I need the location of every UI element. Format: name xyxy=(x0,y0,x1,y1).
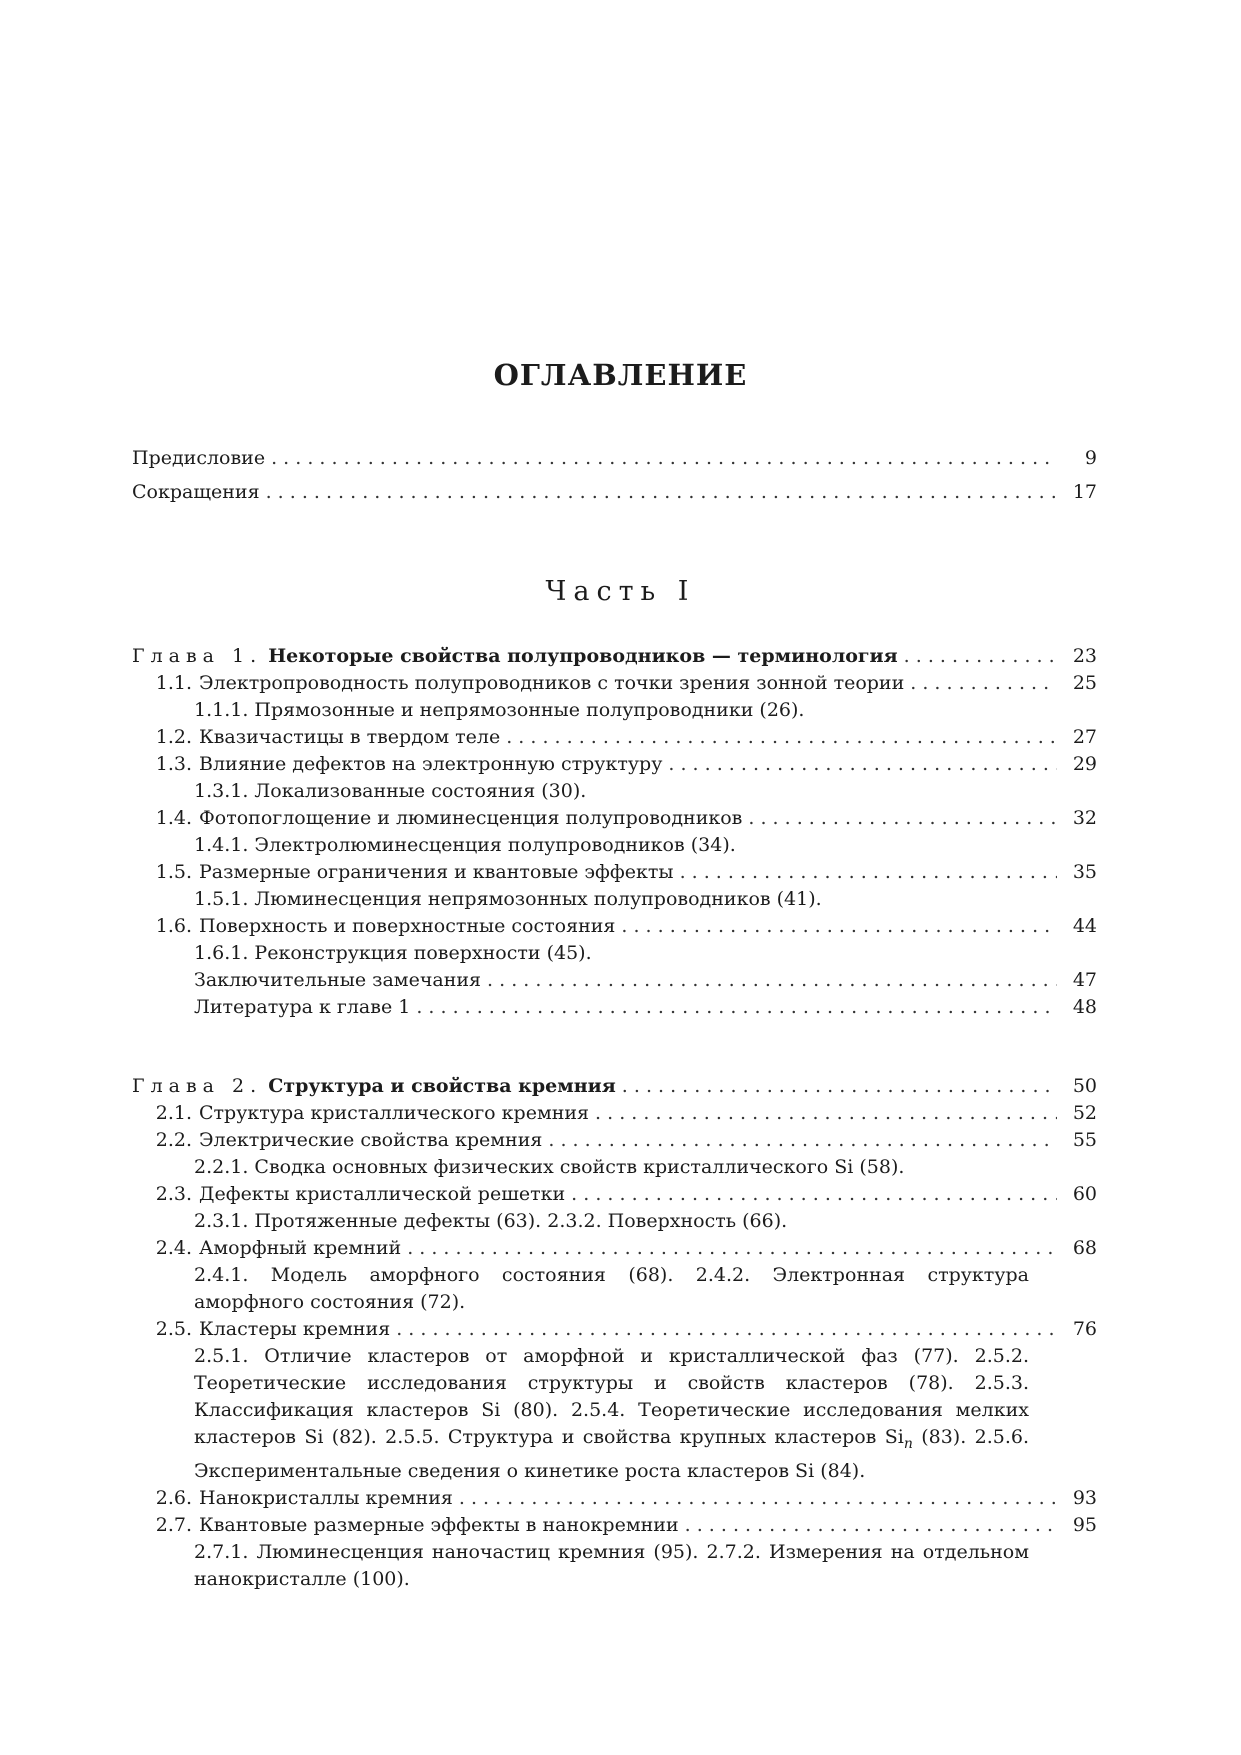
page-number: 50 xyxy=(1072,1075,1097,1097)
entry-label: Электропроводность полупроводников с точки зрения зонной теории xyxy=(199,672,905,694)
chapter-prefix: Глава 1. xyxy=(132,645,263,667)
toc-entry-2-3[interactable]: 2.3. Дефекты кристаллической решетки . . . 60 xyxy=(132,1181,1097,1208)
page-number: 32 xyxy=(1072,807,1097,829)
page-number: 9 xyxy=(1084,447,1097,469)
page-number: 60 xyxy=(1072,1183,1097,1205)
toc-entry-1-4[interactable]: 1.4. Фотопоглощение и люминесценция полупроводников . . . 32 xyxy=(132,805,1097,832)
toc-entry-abbreviations[interactable] xyxy=(132,479,1097,506)
page-number: 25 xyxy=(1072,672,1097,694)
subsection-list: 1.3.1. Локализованные состояния (30). xyxy=(194,780,587,802)
entry-label: Влияние дефектов на электронную структуру xyxy=(199,753,663,775)
page-number: 48 xyxy=(1072,996,1097,1018)
toc-entry-1-2[interactable]: 1.2. Квазичастицы в твердом теле . . . 27 xyxy=(132,724,1097,751)
entry-label: Квантовые размерные эффекты в нанокремнии xyxy=(199,1513,679,1536)
entry-label: Квазичастицы в твердом теле xyxy=(199,726,501,748)
toc-entry-preface[interactable] xyxy=(132,445,1097,472)
subsection-list: 2.5.1. Отличие кластеров от аморфной и кристаллической фаз (77). 2.5.2. Теоретические исследования структуры и свойств кластеров (78). 2.5.3. Классификация кластеров Si (80). 2.5.4. Теоретические исследования мелких кластеров Si (82). 2.5.5. Структура и свойства крупных кластеров $Si_n$ (83). 2.5.6. Экспериментальные сведения о кинетике роста кластеров Si (84). xyxy=(194,1345,1029,1482)
subsection-list: 2.2.1. Сводка основных физических свойств кристаллического Si (58). xyxy=(194,1156,905,1178)
chapter-title: Структура и свойства кремния xyxy=(268,1075,616,1097)
toc-entry-1-1[interactable]: 1.1. Электропроводность полупроводников с точки зрения зонной теории . . . 25 xyxy=(132,670,1097,697)
subsection-list: 1.5.1. Люминесценция непрямозонных полупроводников (41). xyxy=(194,888,822,910)
toc-entry-1-5[interactable]: 1.5. Размерные ограничения и квантовые эффекты . . . 35 xyxy=(132,859,1097,886)
subsection-list: 1.4.1. Электролюминесценция полупроводников (34). xyxy=(194,834,736,856)
chapter-2 xyxy=(132,1073,1097,1593)
entry-label: Кластеры кремния xyxy=(199,1318,391,1340)
page-number: 95 xyxy=(1072,1513,1097,1536)
toc-entry-1-6[interactable]: 1.6. Поверхность и поверхностные состояния . . . 44 xyxy=(132,913,1097,940)
page-number: 29 xyxy=(1072,753,1097,775)
toc-entry-2-5[interactable]: 2.5. Кластеры кремния . . . 76 xyxy=(132,1316,1097,1343)
chapter-1 xyxy=(132,643,1097,1021)
subsection-list: 2.3.1. Протяженные дефекты (63). 2.3.2. Поверхность (66). xyxy=(194,1210,788,1232)
toc-entry-conclusion[interactable] xyxy=(132,967,1097,994)
page-number: 52 xyxy=(1072,1102,1097,1124)
entry-label: Фотопоглощение и люминесценция полупроводников xyxy=(199,807,743,829)
entry-label: Нанокристаллы кремния xyxy=(199,1486,453,1509)
subsection-list: 1.6.1. Реконструкция поверхности (45). xyxy=(194,942,592,964)
entry-label: Поверхность и поверхностные состояния xyxy=(199,915,616,937)
entry-label: Заключительные замечания xyxy=(194,969,482,991)
subsection-list: 2.4.1. Модель аморфного состояния (68). 2.4.2. Электронная структура аморфного состояния (72). xyxy=(194,1264,1029,1313)
toc-entry-2-1[interactable]: 2.1. Структура кристаллического кремния . . . 52 xyxy=(132,1100,1097,1127)
toc-entry-2-7[interactable]: 2.7. Квантовые размерные эффекты в нанокремнии . . . 95 xyxy=(132,1512,1097,1539)
toc-entry-2-2[interactable]: 2.2. Электрические свойства кремния . . . 55 xyxy=(132,1127,1097,1154)
page-title: ОГЛАВЛЕНИЕ xyxy=(493,358,748,392)
subsection-list: 2.7.1. Люминесценция наночастиц кремния (95). 2.7.2. Измерения на отдельном нанокристалле (100). xyxy=(194,1540,1029,1590)
entry-label: Структура кристаллического кремния xyxy=(199,1102,590,1124)
front-matter xyxy=(132,445,1097,506)
page-number: 17 xyxy=(1072,481,1097,503)
chapter-title: Некоторые свойства полупроводников — терминология xyxy=(268,645,898,667)
toc-entry-literature[interactable] xyxy=(132,994,1097,1021)
toc-entry-chapter-1[interactable] xyxy=(132,643,1097,670)
toc-entry-chapter-2[interactable] xyxy=(132,1073,1097,1100)
page-number: 93 xyxy=(1072,1486,1097,1509)
page-number: 35 xyxy=(1072,861,1097,883)
entry-label: Литература к главе 1 xyxy=(194,996,411,1018)
toc-entry-1-3[interactable]: 1.3. Влияние дефектов на электронную структуру . . . 29 xyxy=(132,751,1097,778)
page-number: 47 xyxy=(1072,969,1097,991)
chapter-prefix: Глава 2. xyxy=(132,1075,263,1097)
entry-label: Размерные ограничения и квантовые эффекты xyxy=(199,861,674,883)
page-number: 68 xyxy=(1072,1237,1097,1259)
entry-label: Сокращения xyxy=(132,481,260,503)
toc-entry-2-6[interactable]: 2.6. Нанокристаллы кремния . . . 93 xyxy=(132,1485,1097,1512)
entry-label: Электрические свойства кремния xyxy=(199,1129,543,1151)
part-heading: Часть I xyxy=(545,576,696,607)
page-number: 27 xyxy=(1072,726,1097,748)
entry-label: Дефекты кристаллической решетки xyxy=(199,1183,566,1205)
page-number: 55 xyxy=(1072,1129,1097,1151)
entry-label: Аморфный кремний xyxy=(199,1237,402,1259)
toc-entry-2-4[interactable]: 2.4. Аморфный кремний . . . 68 xyxy=(132,1235,1097,1262)
subsection-list: 1.1.1. Прямозонные и непрямозонные полупроводники (26). xyxy=(194,699,805,721)
page-number: 23 xyxy=(1072,645,1097,667)
page-number: 76 xyxy=(1072,1318,1097,1340)
entry-label: Предисловие xyxy=(132,447,266,469)
page-number: 44 xyxy=(1072,915,1097,937)
